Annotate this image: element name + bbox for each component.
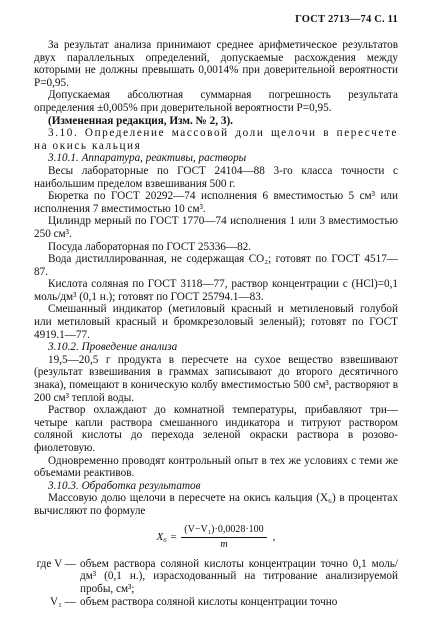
paragraph: Весы лабораторные по ГОСТ 24104—88 3-го класса точности с наибольшим пределом взвешивания 500 г. <box>34 164 398 190</box>
subsection-heading: 3.10.2. Проведение анализа <box>48 341 178 354</box>
where-item <box>34 558 398 596</box>
paragraph: Допускаемая абсолютная суммарная погрешность результата определения ±0,005% при доверительной вероятности P=0,95. <box>34 89 398 114</box>
paragraph: Раствор охлаждают до комнатной температуры, прибавляют три—четыре капли раствора смешанного индикатора и титруют раствором соляной кислоты до перехода зеленой окраски раствора в розово-фиолетовую. <box>34 404 398 454</box>
paragraph: Кислота соляная по ГОСТ 3118—77, раствор концентрации c (HCl)=0,1 моль/дм³ (0,1 н.); готовят по ГОСТ 25794.1—83. <box>34 278 398 303</box>
subsection-heading: 3.10.1. Аппаратура, реактивы, растворы <box>48 152 247 165</box>
formula-denominator: m <box>220 539 228 551</box>
formula <box>34 524 398 552</box>
paragraph: За результат анализа принимают среднее арифметическое результатов двух параллельных определений, допускаемые расхождения между которыми не должны превышать 0,0014% при доверительной вероятности P=0,95. <box>34 39 398 89</box>
where-item <box>34 596 398 609</box>
paragraph: Цилиндр мерный по ГОСТ 1770—74 исполнения 1 или 3 вместимостью 250 см³. <box>34 215 398 240</box>
page-header: ГОСТ 2713—74 С. 11 <box>295 14 398 25</box>
amendment-note: (Измененная редакция, Изм. № 2, 3). <box>48 114 233 127</box>
formula-numerator: (V−V₁)·0,0028·100 <box>181 524 266 539</box>
formula-lhs: X₆ = <box>156 531 178 544</box>
subsection-heading: 3.10.3. Обработка результатов <box>48 479 201 492</box>
paragraph: Вода дистиллированная, не содержащая CO₂; готовят по ГОСТ 4517—87. <box>34 253 398 278</box>
formula-fraction <box>181 524 266 552</box>
document-body <box>34 39 398 608</box>
section-heading: 3.10. Определение массовой доли щелочи в пересчете на окись кальция <box>34 127 398 152</box>
paragraph: Бюретка по ГОСТ 20292—74 исполнения 6 вместимостью 5 см³ или исполнения 7 вместимостью 10 см³. <box>34 190 398 215</box>
paragraph: Массовую долю щелочи в пересчете на окись кальция (X₆) в процентах вычисляют по формуле <box>34 492 398 517</box>
paragraph: Посуда лабораторная по ГОСТ 25336—82. <box>48 240 252 253</box>
paragraph: Смешанный индикатор (метиловый красный и метиленовый голубой или метиловый красный и бромкрезоловый зеленый); готовят по ГОСТ 4919.1—77. <box>34 303 398 341</box>
where-symbol: V₁ — <box>50 595 76 608</box>
paragraph: Одновременно проводят контрольный опыт в тех же условиях с теми же объемами реактивов. <box>34 454 398 480</box>
where-definition: объем раствора соляной кислоты концентрации точно <box>80 595 338 608</box>
where-symbol: где V — <box>36 557 76 570</box>
paragraph: 19,5—20,5 г продукта в пересчете на сухое вещество взвешивают (результат взвешивания в граммах записывают до второго десятичного знака), помещают в коническую колбу вместимостью 500 см³, растворяют в 200 см³ теплой воды. <box>34 353 398 404</box>
where-definition: объем раствора соляной кислоты концентрации точно 0,1 моль/дм³ (0,1 н.), израсходованный на титрование анализируемой пробы, см³; <box>80 557 398 595</box>
formula-trail: , <box>272 531 276 544</box>
